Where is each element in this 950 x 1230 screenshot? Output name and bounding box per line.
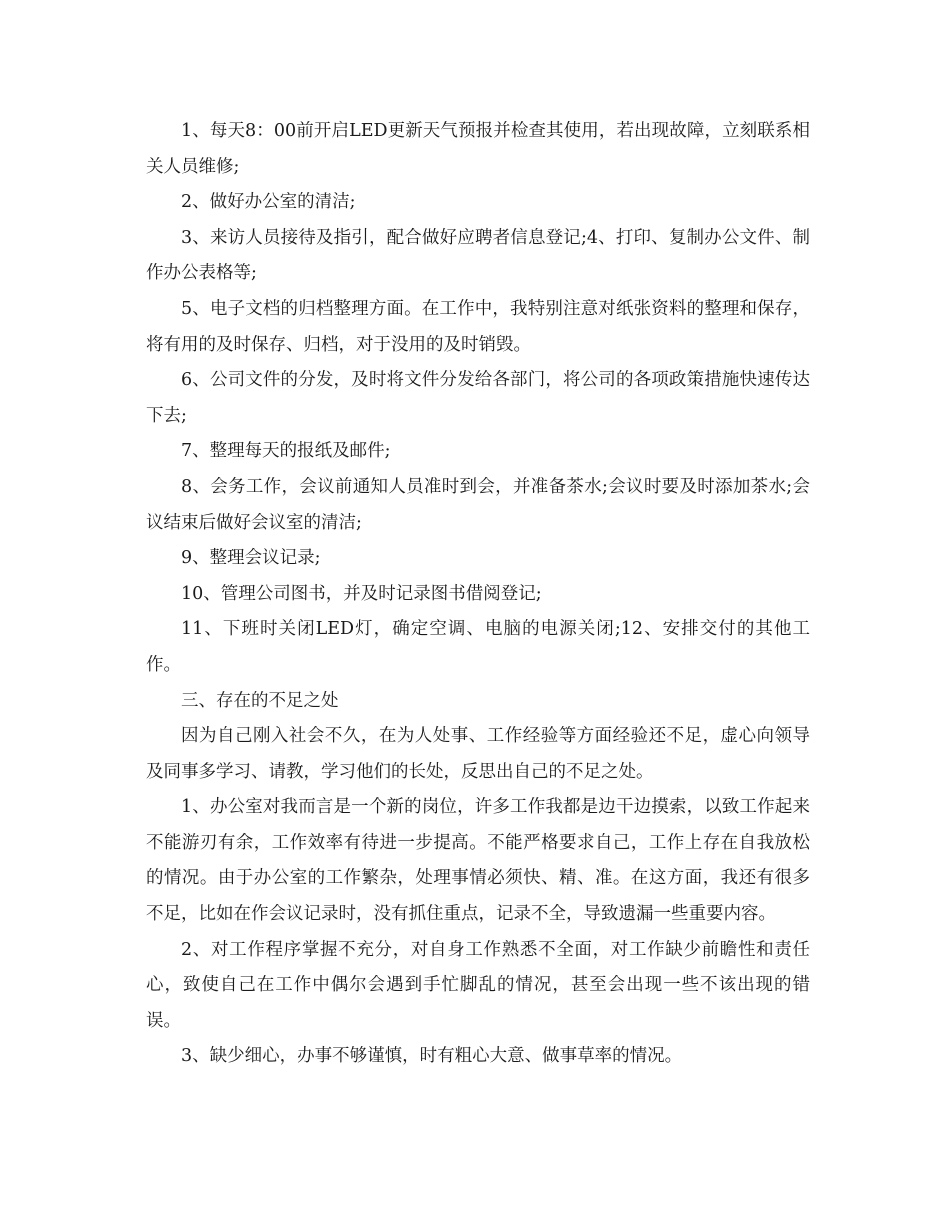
- paragraph-duty-7: 7、整理每天的报纸及邮件;: [181, 441, 391, 462]
- paragraph-duty-8: 8、会务工作，会议前通知人员准时到会，并准备茶水;会议时要及时添加茶水;会议结束后做好会议室的清洁;: [146, 476, 810, 533]
- document-body: [146, 114, 810, 1075]
- paragraph-duty-1: 1、每天8：00前开启LED更新天气预报并检查其使用，若出现故障，立刻联系相关人员维修;: [146, 121, 810, 177]
- paragraph-duty-3-4: 3、来访人员接待及指引，配合做好应聘者信息登记;4、打印、复制办公文件、制作办公表格等;: [146, 227, 810, 284]
- paragraph-duty-10: 10、管理公司图书，并及时记录图书借阅登记;: [181, 583, 542, 604]
- paragraph-duty-9: 9、整理会议记录;: [181, 548, 321, 569]
- paragraph-shortcomings-intro: 因为自己刚入社会不久，在为人处事、工作经验等方面经验还不足，虚心向领导及同事多学习、请教，学习他们的长处，反思出自己的不足之处。: [146, 726, 810, 782]
- paragraph-shortcoming-1: 1、办公室对我而言是一个新的岗位，许多工作我都是边干边摸索，以致工作起来不能游刃有余，工作效率有待进一步提高。不能严格要求自己，工作上存在自我放松的情况。由于办公室的工作繁杂，处理事情必须快、精、准。在这方面，我还有很多不足，比如在作会议记录时，没有抓住重点，记录不全，导致遗漏一些重要内容。: [146, 797, 810, 925]
- paragraph-duty-2: 2、做好办公室的清洁;: [181, 192, 356, 213]
- paragraph-duty-11-12: 11、下班时关闭LED灯，确定空调、电脑的电源关闭;12、安排交付的其他工作。: [146, 619, 810, 675]
- paragraph-shortcoming-3: 3、缺少细心，办事不够谨慎，时有粗心大意、做事草率的情况。: [181, 1046, 683, 1067]
- paragraph-duty-6: 6、公司文件的分发，及时将文件分发给各部门，将公司的各项政策措施快速传达下去;: [146, 370, 810, 426]
- paragraph-duty-5: 5、电子文档的归档整理方面。在工作中，我特别注意对纸张资料的整理和保存，将有用的及时保存、归档，对于没用的及时销毁。: [146, 298, 810, 355]
- paragraph-shortcoming-2: 2、对工作程序掌握不充分，对自身工作熟悉不全面，对工作缺少前瞻性和责任心，致使自己在工作中偶尔会遇到手忙脚乱的情况，甚至会出现一些不该出现的错误。: [146, 939, 810, 1031]
- section-heading-shortcomings: 三、存在的不足之处: [181, 690, 339, 711]
